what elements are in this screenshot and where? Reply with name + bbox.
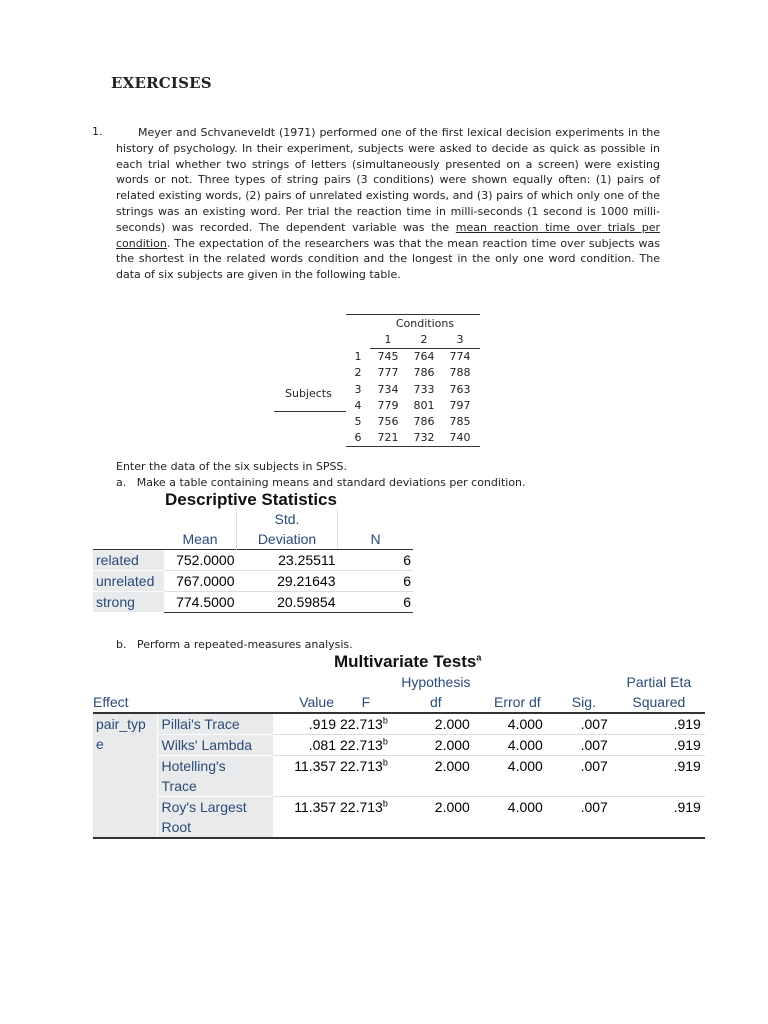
multivariate-tests-table (93, 672, 705, 839)
cell: .919 (673, 799, 701, 815)
cell: 2.000 (434, 737, 470, 753)
cell: .919 (673, 758, 701, 774)
cell: 740 (449, 431, 471, 445)
hypothesis-header-line1: Hypothesis (401, 674, 471, 690)
table-row (346, 365, 480, 381)
cell: .007 (580, 799, 608, 815)
cell: 20.59854 (277, 594, 336, 610)
cell: 752.0000 (176, 552, 235, 568)
multivariate-title-text: Multivariate Tests (334, 652, 477, 671)
f-value: 22.713 (340, 716, 383, 732)
subjects-divider (274, 411, 346, 412)
subject-id: 4 (354, 398, 362, 412)
question-underlined-text: mean reaction time over trials per condition (116, 220, 660, 250)
hypothesis-header-line2: df (430, 694, 442, 710)
descriptive-stats-table (93, 509, 413, 613)
test-name (157, 756, 273, 797)
cell: 2.000 (434, 799, 470, 815)
subject-id: 3 (354, 382, 362, 396)
effect-label (93, 713, 157, 838)
cell (340, 756, 392, 797)
table-row (93, 713, 705, 735)
error-df-header: Error df (494, 694, 541, 710)
cell: 745 (377, 350, 399, 364)
std-header-line2: Deviation (237, 529, 338, 550)
subject-id: 2 (354, 366, 362, 380)
table-row (93, 797, 705, 839)
cell: 2.000 (434, 716, 470, 732)
table-row (93, 592, 413, 613)
condition-number: 2 (420, 333, 428, 346)
question-paragraph (116, 125, 660, 283)
cell: .919 (673, 716, 701, 732)
raw-data-table (346, 314, 480, 447)
row-label: unrelated (93, 571, 164, 592)
cell: .007 (580, 716, 608, 732)
test-name: Pillai's Trace (157, 713, 273, 735)
eta-header-line1: Partial Eta (626, 674, 692, 690)
question-text-after: . The expectation of the researchers was that the mean reaction time over subjects was the shortest in the related words condition and the longest in the only one word condition. The data of six subjects are given in the following table. (116, 236, 660, 282)
cell: 801 (413, 398, 435, 412)
f-value: 22.713 (340, 758, 383, 774)
header-row (93, 529, 413, 550)
f-value: 22.713 (340, 799, 383, 815)
title-footnote-mark: a (476, 652, 482, 663)
test-name-line2: Trace (161, 778, 197, 794)
f-value: 22.713 (340, 737, 383, 753)
test-name-line1: Roy's Largest (161, 799, 247, 815)
test-name: Wilks' Lambda (157, 735, 273, 756)
cell: 785 (449, 414, 471, 428)
f-footnote-mark: b (382, 736, 388, 747)
cell: 6 (403, 573, 411, 589)
subject-id: 1 (354, 350, 362, 364)
cell: 4.000 (507, 737, 543, 753)
condition-number: 1 (384, 333, 392, 346)
cell: 732 (413, 431, 435, 445)
condition-number: 3 (456, 333, 464, 346)
part-a-text: a. Make a table containing means and standard deviations per condition. (116, 476, 526, 489)
multivariate-tests-title (334, 652, 481, 672)
table-row (346, 382, 480, 398)
cell: 11.357 (294, 758, 336, 774)
cell: .007 (580, 737, 608, 753)
cell (340, 713, 392, 735)
table-row (93, 550, 413, 571)
cell: 734 (377, 382, 399, 396)
cell: 4.000 (507, 716, 543, 732)
cell: 788 (449, 366, 471, 380)
table-row (346, 398, 480, 414)
cell: 786 (413, 414, 435, 428)
test-name-line1: Hotelling's (161, 758, 226, 774)
row-label: related (93, 550, 164, 571)
cell: 764 (413, 350, 435, 364)
table-bottom-rule (346, 446, 480, 447)
f-footnote-mark: b (382, 757, 388, 768)
cell: .081 (308, 737, 336, 753)
question-text-before: Meyer and Schvaneveldt (1971) performed one of the first lexical decision experiments in the history of psychology. In their experiment, subjects were asked to decide as quick as possible in each trial whether two strings of letters (simultaneously presented on a screen) were existing words or not. Three types of string pairs (3 conditions) were shown equally often: (1) pairs of related existing words, (2) pairs of unrelated existing words, and (3) pairs of which only one of the strings was an existing word. Per trial the reaction time in milli-seconds (1 second is 1000 milli-seconds) was recorded. The dependent variable was the (116, 126, 660, 234)
cell: 2.000 (434, 758, 470, 774)
part-b-text: b. Perform a repeated-measures analysis. (116, 638, 353, 651)
cell: 763 (449, 382, 471, 396)
conditions-label: Conditions (395, 317, 455, 330)
table-row (93, 756, 705, 797)
effect-label-line2: e (96, 736, 104, 752)
subject-id: 6 (354, 431, 362, 445)
instruction-text: Enter the data of the six subjects in SPSS. (116, 460, 347, 473)
table-row (346, 414, 480, 430)
cell: 11.357 (294, 799, 336, 815)
cell: 4.000 (507, 758, 543, 774)
sig-header: Sig. (571, 694, 596, 710)
cell: 774.5000 (176, 594, 235, 610)
mean-header: Mean (164, 529, 237, 550)
subject-id: 5 (354, 414, 362, 428)
table-row (346, 349, 480, 365)
page-heading: EXERCISES (111, 74, 212, 92)
test-name (157, 797, 273, 839)
cell: 756 (377, 414, 399, 428)
effect-label-line1: pair_typ (96, 716, 146, 732)
cell: 786 (413, 366, 435, 380)
cell: .919 (673, 737, 701, 753)
f-footnote-mark: b (382, 715, 388, 726)
table-row (346, 430, 480, 446)
descriptive-stats-title: Descriptive Statistics (165, 490, 337, 509)
value-header: Value (299, 694, 334, 710)
cell: 797 (449, 398, 471, 412)
f-footnote-mark: b (382, 798, 388, 809)
std-header-line1: Std. (237, 509, 338, 529)
cell: 23.25511 (278, 552, 336, 568)
table-top-rule (346, 314, 480, 315)
header-row (93, 692, 705, 713)
n-header: N (338, 529, 414, 550)
cell: 721 (377, 431, 399, 445)
table-row (93, 735, 705, 756)
cell: 6 (403, 594, 411, 610)
cell: 4.000 (507, 799, 543, 815)
question-number: 1. (92, 125, 103, 138)
header-row (93, 509, 413, 529)
header-row (93, 672, 705, 692)
cell: .007 (580, 758, 608, 774)
cell: 777 (377, 366, 399, 380)
cell: 774 (449, 350, 471, 364)
table-row (93, 571, 413, 592)
f-header: F (361, 694, 371, 710)
cell (340, 797, 392, 839)
condition-number-row (346, 332, 480, 348)
subjects-label: Subjects (285, 387, 332, 400)
effect-header: Effect (93, 694, 129, 710)
cell: .919 (308, 716, 336, 732)
cell (340, 735, 392, 756)
cell: 6 (403, 552, 411, 568)
cell: 733 (413, 382, 435, 396)
cell: 779 (377, 398, 399, 412)
cell: 29.21643 (277, 573, 336, 589)
cell: 767.0000 (176, 573, 235, 589)
eta-header-line2: Squared (632, 694, 686, 710)
test-name-line2: Root (161, 819, 192, 835)
row-label: strong (93, 592, 164, 613)
